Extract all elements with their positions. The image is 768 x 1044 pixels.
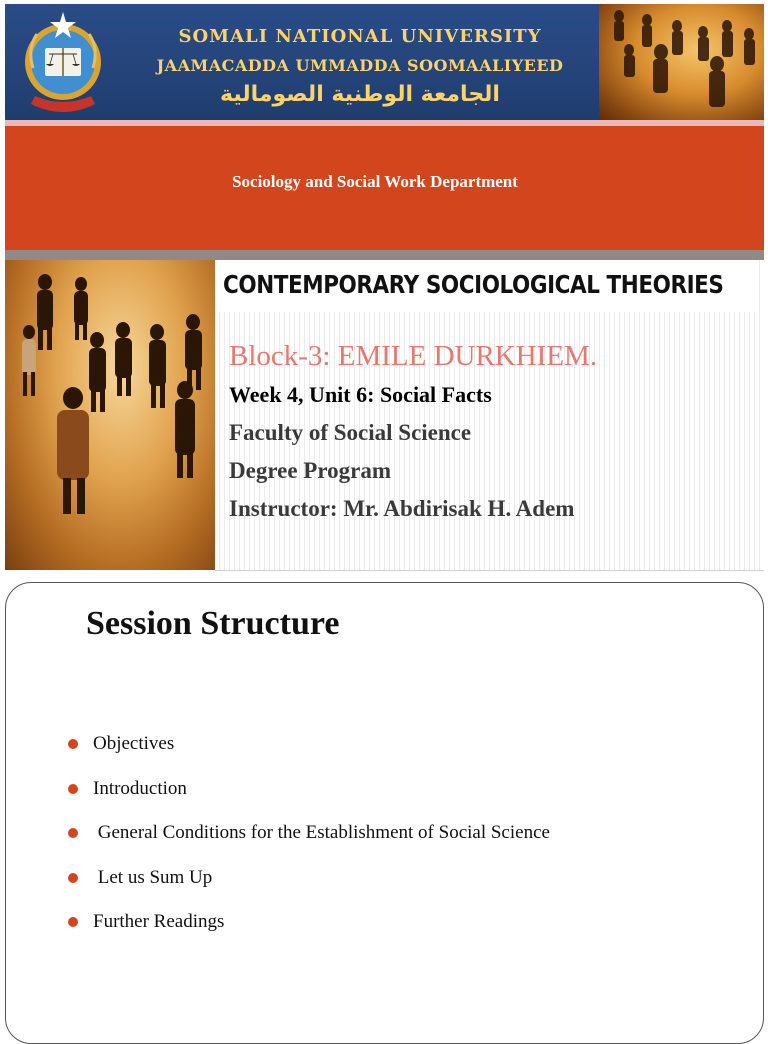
course-info-panel [215, 260, 764, 571]
list-item [68, 778, 550, 823]
business-people-photo [5, 260, 215, 570]
course-title-bar [215, 260, 756, 312]
course-title: CONTEMPORARY SOCIOLOGICAL THEORIES [223, 270, 724, 299]
university-name-english: SOMALI NATIONAL UNIVERSITY [178, 26, 542, 47]
instructor-label: Instructor: Mr. Abdirisak H. Adem [229, 496, 575, 521]
department-title: Sociology and Social Work Department [232, 172, 518, 191]
faculty-label: Faculty of Social Science [229, 420, 472, 445]
university-emblem-icon [13, 8, 113, 118]
list-item-label: Objectives [93, 733, 175, 754]
bullet-icon [68, 873, 78, 883]
list-item-label: Further Readings [93, 911, 225, 932]
list-item-label: Let us Sum Up [93, 866, 213, 888]
list-item [68, 867, 550, 912]
divider-strip [5, 250, 764, 260]
list-item [68, 733, 550, 778]
list-item [68, 911, 550, 956]
university-name-somali: JAAMACADDA UMMADDA SOOMAALIYEED [156, 56, 564, 75]
week-unit-label: Week 4, Unit 6: Social Facts [229, 382, 492, 407]
bullet-icon [68, 917, 78, 927]
session-structure-slide [5, 582, 764, 1044]
list-item-label: Introduction [93, 777, 187, 799]
bullet-icon [68, 784, 78, 794]
bullet-icon [68, 739, 78, 749]
university-name-arabic: الجامعة الوطنية الصومالية [220, 82, 500, 107]
bullet-icon [68, 828, 78, 838]
department-banner [5, 126, 764, 250]
people-crowd-photo [599, 4, 764, 120]
session-list [68, 733, 550, 956]
session-title: Session Structure [86, 605, 340, 642]
program-label: Degree Program [229, 458, 391, 483]
list-item [68, 822, 550, 867]
block-title: Block-3: EMILE DURKHIEM. [229, 340, 598, 372]
list-item-label: General Conditions for the Establishment of Social Science [93, 822, 550, 843]
